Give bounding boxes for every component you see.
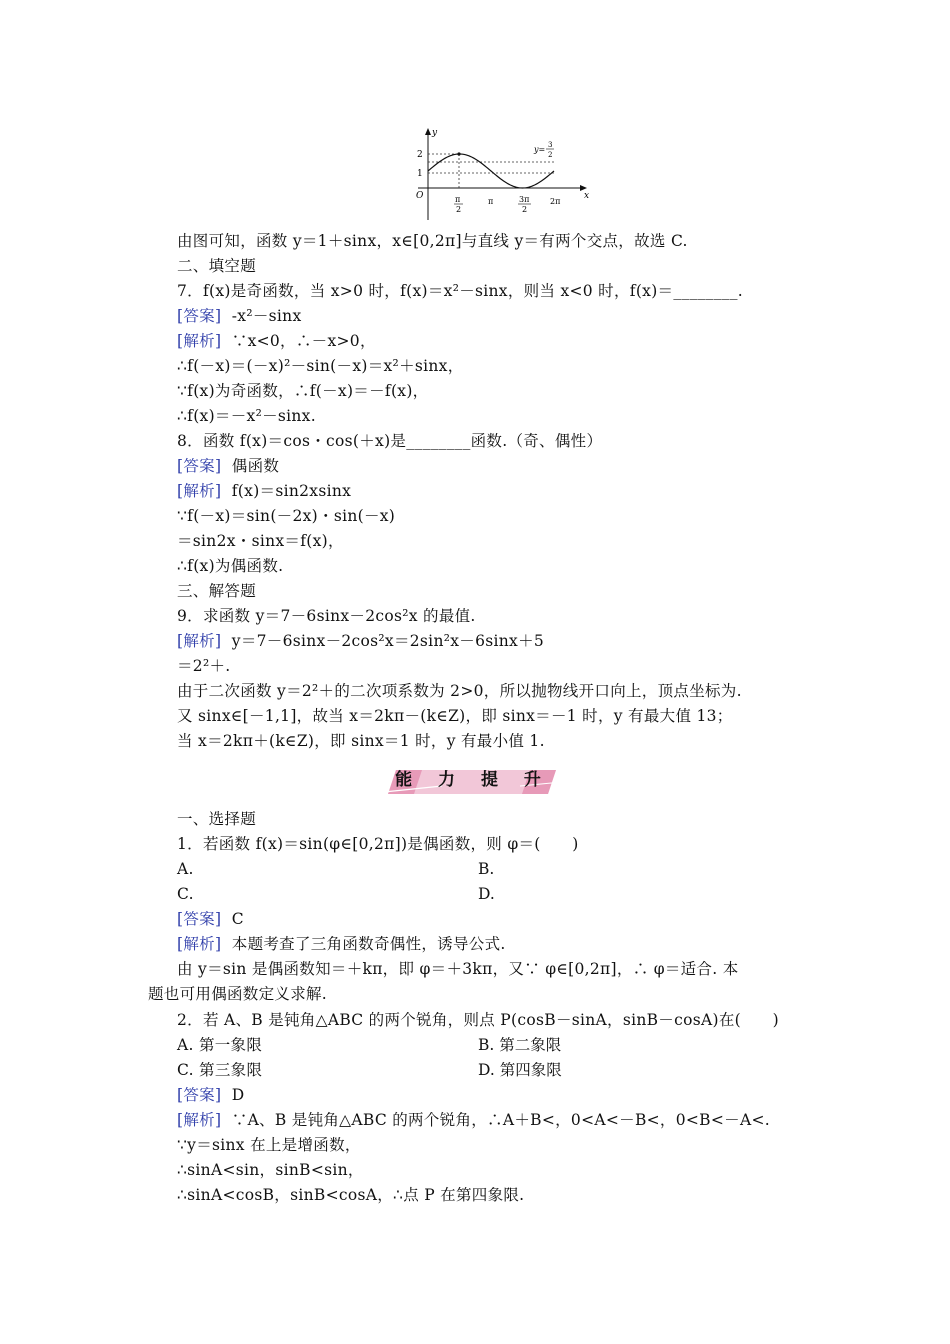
q2-answer: D — [231, 1086, 245, 1104]
analysis-tag: [解析] — [177, 332, 222, 350]
section-choice: 一、选择题 — [177, 810, 257, 828]
q2-option-c: C. 第三象限 — [177, 1061, 263, 1079]
x-tick-3pi-half-num: 3π — [519, 195, 530, 204]
x-tick-2pi: 2π — [550, 197, 561, 206]
q8-step-1: ∵f(－x)＝sin(－2x)・sin(－x) — [177, 507, 396, 525]
q1-option-a: A. — [177, 860, 194, 878]
q9-step-3: 又 sinx∈[－1,1]，故当 x＝2kπ－(k∈Z)，即 sinx＝－1 时，y 有最大值 13； — [177, 707, 733, 725]
q7-analysis: ∵x<0，∴－x>0， — [231, 332, 376, 350]
answer-tag: [答案] — [177, 910, 222, 928]
q1-detail-2: 题也可用偶函数定义求解. — [148, 985, 328, 1003]
question-1: 1．若函数 f(x)＝sin(φ∈[0,2π])是偶函数，则 φ＝( ) — [177, 835, 579, 853]
x-tick-pi: π — [488, 197, 494, 206]
x-tick-3pi-half-den: 2 — [522, 205, 528, 214]
x-tick-pi-half-den: 2 — [456, 205, 462, 214]
q8-analysis-line — [177, 479, 351, 504]
q7-answer-line — [177, 304, 302, 329]
q1-option-c: C. — [177, 885, 194, 903]
q2-option-a: A. 第一象限 — [177, 1036, 263, 1054]
q7-answer: -x²－sinx — [231, 307, 302, 325]
q8-answer: 偶函数 — [231, 457, 280, 475]
q1-detail-1: 由 y＝sin 是偶函数知＝＋kπ，即 φ＝＋3kπ，又∵ φ∈[0,2π]，∴ φ＝适合. 本 — [177, 960, 739, 978]
q8-step-3: ∴f(x)为偶函数. — [177, 557, 284, 575]
banner-title: 能 力 提 升 — [395, 770, 551, 790]
q2-option-d: D. 第四象限 — [478, 1061, 562, 1079]
answer-tag: [答案] — [177, 307, 222, 325]
q9-step-4: 当 x＝2kπ＋(k∈Z)，即 sinx＝1 时，y 有最小值 1. — [177, 732, 545, 750]
analysis-tag: [解析] — [177, 482, 222, 500]
section-fill-in: 二、填空题 — [177, 257, 257, 275]
answer-tag: [答案] — [177, 457, 222, 475]
q2-step-3: ∴sinA<cosB，sinB<cosA，∴点 P 在第四象限. — [177, 1186, 525, 1204]
q1-analysis: 本题考查了三角函数奇偶性，诱导公式. — [231, 935, 506, 953]
q2-step-1: ∵y＝sinx 在上是增函数， — [177, 1136, 361, 1154]
q7-analysis-line — [177, 329, 376, 354]
q7-step-1: ∴f(－x)＝(－x)²－sin(－x)＝x²＋sinx， — [177, 357, 464, 375]
figure-conclusion: 由图可知，函数 y＝1＋sinx，x∈[0,2π]与直线 y＝有两个交点，故选 C. — [177, 232, 688, 250]
question-9: 9．求函数 y＝7－6sinx－2cos²x 的最值. — [177, 607, 476, 625]
q9-analysis-line — [177, 629, 544, 654]
line-label-prefix: y= — [534, 145, 546, 154]
question-8: 8．函数 f(x)＝cos・cos(＋x)是________函数.（奇、偶性） — [177, 432, 603, 450]
origin-label: O — [416, 191, 424, 201]
q2-option-b: B. 第二象限 — [478, 1036, 562, 1054]
line-label-num: 3 — [548, 141, 553, 149]
sine-curve — [428, 154, 554, 188]
q9-step-2: 由于二次函数 y＝2²＋的二次项系数为 2>0，所以抛物线开口向上，顶点坐标为. — [177, 682, 742, 700]
q1-option-d: D. — [478, 885, 495, 903]
sine-graph-figure — [388, 126, 598, 222]
q1-option-b: B. — [478, 860, 495, 878]
answer-tag: [答案] — [177, 1086, 222, 1104]
question-7: 7．f(x)是奇函数，当 x>0 时，f(x)＝x²－sinx，则当 x<0 时，f(x)＝________. — [177, 282, 743, 300]
x-axis-label: x — [584, 191, 590, 201]
y-tick-2: 2 — [417, 150, 423, 160]
analysis-tag: [解析] — [177, 1111, 222, 1129]
q1-analysis-line — [177, 932, 506, 957]
q2-answer-line — [177, 1083, 245, 1108]
q2-analysis-line — [177, 1108, 770, 1133]
y-tick-1: 1 — [417, 169, 423, 179]
q8-analysis: f(x)＝sin2xsinx — [231, 482, 352, 500]
analysis-tag: [解析] — [177, 935, 222, 953]
q8-answer-line — [177, 454, 279, 479]
q2-analysis: ∵A、B 是钝角△ABC 的两个锐角，∴A＋B<，0<A<－B<，0<B<－A<. — [231, 1111, 770, 1129]
x-tick-pi-half-num: π — [455, 195, 461, 204]
y-axis-arrow — [425, 128, 431, 135]
q9-step-1: ＝2²＋. — [177, 657, 231, 675]
y-axis-label: y — [432, 128, 438, 138]
q2-step-2: ∴sinA<sin，sinB<sin， — [177, 1161, 364, 1179]
max-point — [457, 152, 460, 155]
question-2: 2．若 A、B 是钝角△ABC 的两个锐角，则点 P(cosB－sinA，sinB－cosA)在( ) — [177, 1011, 779, 1029]
section-solve: 三、解答题 — [177, 582, 257, 600]
line-label-den: 2 — [548, 151, 553, 159]
q9-analysis: y＝7－6sinx－2cos²x＝2sin²x－6sinx＋5 — [231, 632, 545, 650]
q8-step-2: ＝sin2x・sinx＝f(x)， — [177, 532, 344, 550]
q1-answer-line — [177, 907, 244, 932]
analysis-tag: [解析] — [177, 632, 222, 650]
q7-step-3: ∴f(x)＝－x²－sinx. — [177, 407, 316, 425]
q7-step-2: ∵f(x)为奇函数，∴f(－x)＝－f(x)， — [177, 382, 429, 400]
q1-answer: C — [231, 910, 244, 928]
